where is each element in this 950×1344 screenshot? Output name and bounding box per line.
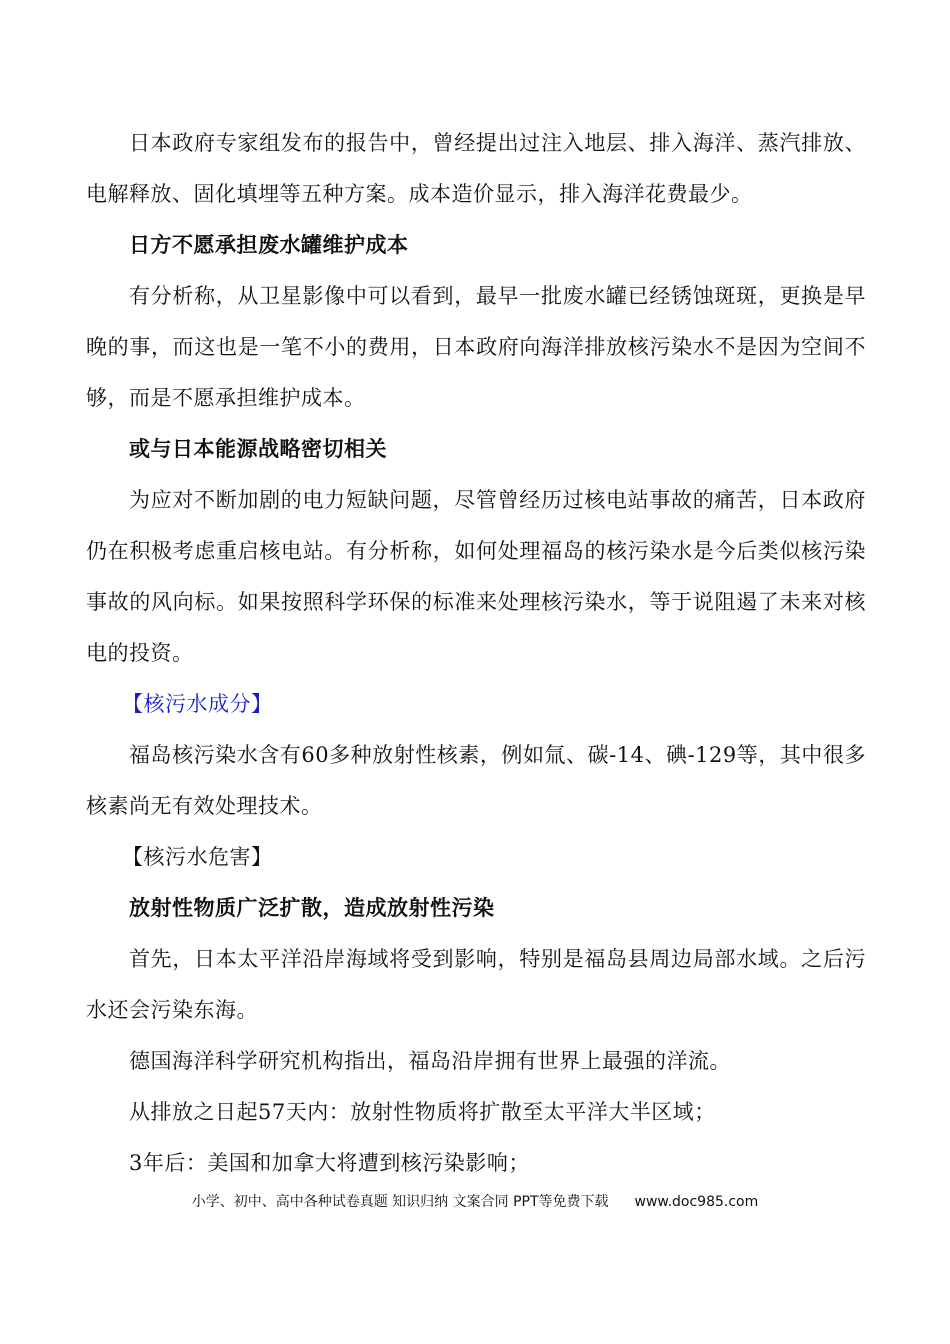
paragraph-coastal-impact: 首先，日本太平洋沿岸海域将受到影响，特别是福岛县周边局部水域。之后污水还会污染东海。 xyxy=(86,947,866,1022)
paragraph-tank-analysis: 有分析称，从卫星影像中可以看到，最早一批废水罐已经锈蚀斑斑，更换是早晚的事，而这也是一笔不小的费用，日本政府向海洋排放核污染水不是因为空间不够，而是不愿承担维护成本。 xyxy=(86,284,866,410)
section-label-harm: 【核污水危害】 xyxy=(122,845,273,869)
heading-radiation-spread: 放射性物质广泛扩散，造成放射性污染 xyxy=(129,896,495,920)
heading-tank-cost: 日方不愿承担废水罐维护成本 xyxy=(129,233,409,257)
heading-energy-strategy: 或与日本能源战略密切相关 xyxy=(129,437,387,461)
page-footer xyxy=(0,1191,950,1211)
paragraph-57-days: 从排放之日起57天内：放射性物质将扩散至太平洋大半区域； xyxy=(129,1100,716,1124)
document-body xyxy=(86,118,866,1189)
paragraph-plan-options: 日本政府专家组发布的报告中，曾经提出过注入地层、排入海洋、蒸汽排放、电解释放、固化填埋等五种方案。成本造价显示，排入海洋花费最少。 xyxy=(86,131,866,206)
paragraph-energy-analysis: 为应对不断加剧的电力短缺问题，尽管曾经历过核电站事故的痛苦，日本政府仍在积极考虑重启核电站。有分析称，如何处理福岛的核污染水是今后类似核污染事故的风向标。如果按照科学环保的标准来处理核污染水，等于说阻遏了未来对核电的投资。 xyxy=(86,488,866,665)
paragraph-ocean-current: 德国海洋科学研究机构指出，福岛沿岸拥有世界上最强的洋流。 xyxy=(129,1049,731,1073)
footer-text: 小学、初中、高中各种试卷真题 知识归纳 文案合同 PPT等免费下载 xyxy=(191,1194,609,1210)
section-label-composition: 【核污水成分】 xyxy=(122,692,273,716)
footer-url-link[interactable]: www.doc985.com xyxy=(634,1194,759,1210)
paragraph-composition: 福岛核污染水含有60多种放射性核素，例如氚、碳-14、碘-129等，其中很多核素尚无有效处理技术。 xyxy=(86,743,866,818)
paragraph-3-years: 3年后：美国和加拿大将遭到核污染影响； xyxy=(129,1151,530,1175)
